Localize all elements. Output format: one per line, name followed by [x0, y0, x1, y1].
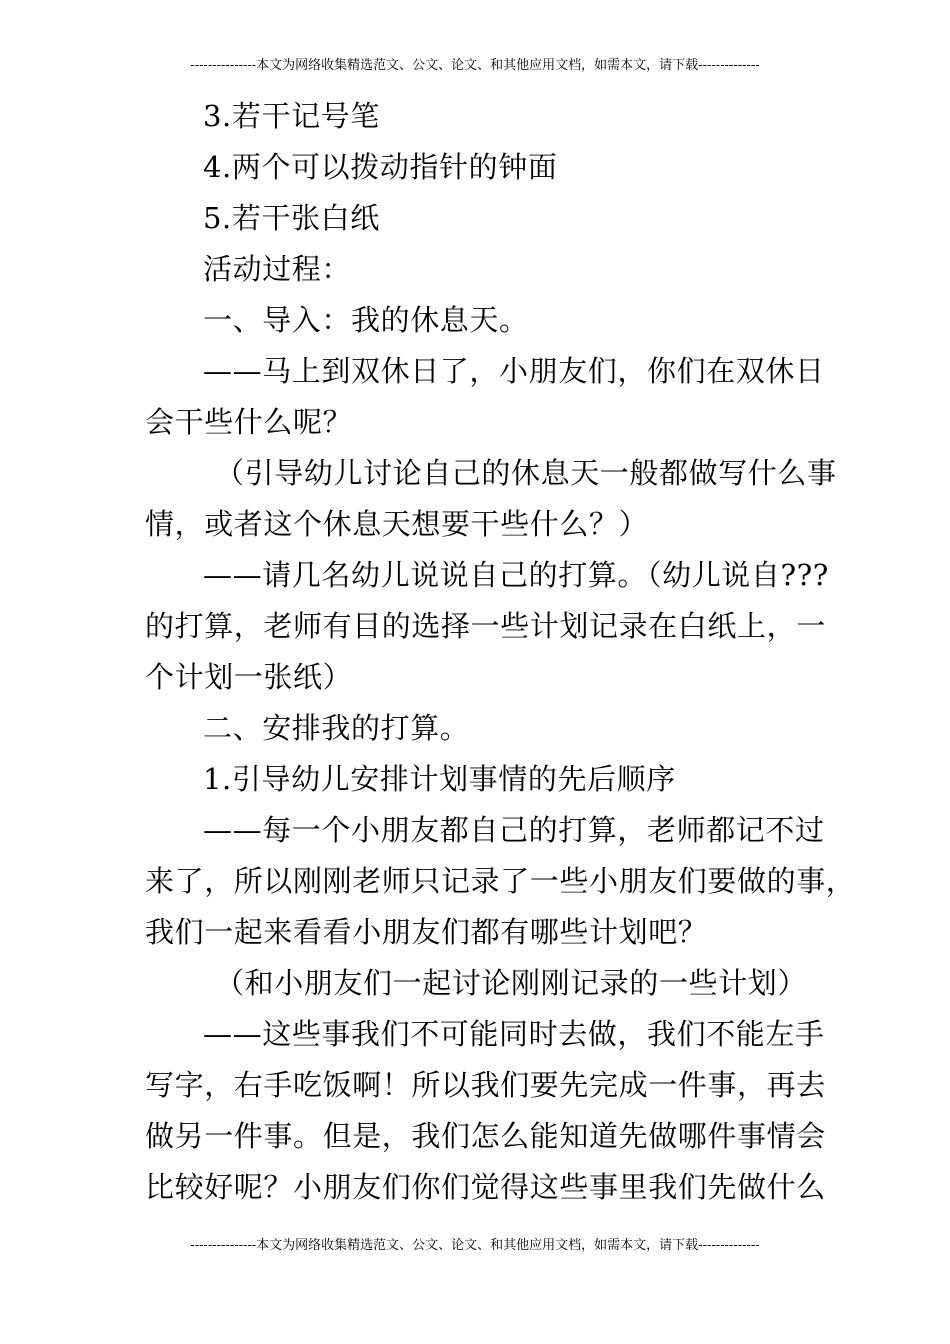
paragraph-line: ——马上到双休日了，小朋友们，你们在双休日 [203, 354, 825, 388]
paragraph-line: 会干些什么呢？ [145, 405, 353, 439]
paragraph-line: 来了，所以刚刚老师只记录了一些小朋友们要做的事， [145, 864, 856, 898]
paragraph-line: 做另一件事。但是，我们怎么能知道先做哪件事情会 [145, 1119, 826, 1153]
paragraph-line: 写字，右手吃饭啊！所以我们要先完成一件事，再去 [145, 1068, 826, 1102]
list-item-clock-faces: 4.两个可以拨动指针的钟面 [203, 150, 558, 184]
paragraph-line: 我们一起来看看小朋友们都有哪些计划吧？ [145, 915, 708, 949]
section-heading-arrange-plans: 二、安排我的打算。 [203, 711, 470, 745]
paragraph-line: ——这些事我们不可能同时去做，我们不能左手 [203, 1017, 825, 1051]
paragraph-line: 个计划一张纸） [145, 660, 353, 694]
list-item-white-paper: 5.若干张白纸 [203, 201, 380, 235]
paragraph-line: 的打算，老师有目的选择一些计划记录在白纸上，一 [145, 609, 826, 643]
paragraph-line: 比较好呢？小朋友们你们觉得这些事里我们先做什么 [145, 1170, 826, 1204]
header-banner: ---------------本文为网络收集精选范文、公文、论文、和其他应用文档，如需本文，请下载-------------- [190, 58, 760, 73]
document-body [145, 91, 856, 1213]
footer-banner: ---------------本文为网络收集精选范文、公文、论文、和其他应用文档，如需本文，请下载-------------- [190, 1238, 760, 1253]
paragraph-line: 情，或者这个休息天想要干些什么？） [145, 507, 649, 541]
section-heading-introduction: 一、导入：我的休息天。 [203, 303, 529, 337]
paragraph-line: ——请几名幼儿说说自己的打算。（幼儿说自??? [203, 558, 829, 592]
paragraph-line: ——每一个小朋友都自己的打算，老师都记不过 [203, 813, 825, 847]
list-item-markers: 3.若干记号笔 [203, 99, 380, 133]
subsection-heading-order: 1.引导幼儿安排计划事情的先后顺序 [203, 762, 676, 796]
section-heading-activity-process: 活动过程： [203, 252, 352, 286]
paragraph-line: （和小朋友们一起讨论刚刚记录的一些计划） [215, 966, 808, 1000]
paragraph-line: （引导幼儿讨论自己的休息天一般都做写什么事 [215, 456, 837, 490]
